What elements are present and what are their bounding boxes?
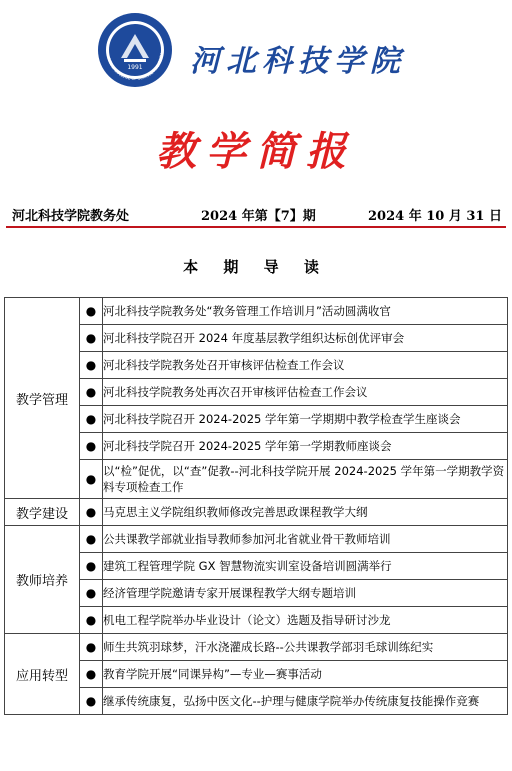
table-row bbox=[5, 352, 508, 379]
toc-item[interactable]: 马克思主义学院组织教师修改完善思政课程教学大纲 bbox=[103, 499, 508, 526]
table-row bbox=[5, 325, 508, 352]
bullet-icon: ● bbox=[80, 607, 103, 634]
school-name: 河北科技学院 bbox=[190, 44, 406, 79]
section-category: 教师培养 bbox=[5, 526, 80, 634]
department: 河北科技学院教务处 bbox=[12, 209, 130, 224]
toc-item[interactable]: 教育学院开展“同课异构”—专业—赛事活动 bbox=[103, 661, 508, 688]
toc-item[interactable]: 河北科技学院召开 2024-2025 学年第一学期教师座谈会 bbox=[103, 433, 508, 460]
logo-text: HEBEI COLLEGE OF SCIENCE AND TECH bbox=[106, 52, 165, 82]
issue-date: 2024 年 10 月 31 日 bbox=[368, 209, 502, 224]
table-row bbox=[5, 634, 508, 661]
table-row bbox=[5, 460, 508, 499]
divider bbox=[6, 226, 506, 228]
table-row bbox=[5, 298, 508, 325]
bullet-icon: ● bbox=[80, 379, 103, 406]
bullet-icon: ● bbox=[80, 661, 103, 688]
toc-item[interactable]: 河北科技学院召开 2024 年度基层教学组织达标创优评审会 bbox=[103, 325, 508, 352]
toc-item[interactable]: 建筑工程管理学院 GX 智慧物流实训室设备培训圆满举行 bbox=[103, 553, 508, 580]
issue-meta bbox=[6, 205, 506, 225]
toc-item[interactable]: 机电工程学院举办毕业设计（论文）选题及指导研讨沙龙 bbox=[103, 607, 508, 634]
table-row bbox=[5, 526, 508, 553]
table-row bbox=[5, 607, 508, 634]
toc-item[interactable]: 公共课教学部就业指导教师参加河北省就业骨干教师培训 bbox=[103, 526, 508, 553]
bullet-icon: ● bbox=[80, 325, 103, 352]
table-row bbox=[5, 433, 508, 460]
table-row bbox=[5, 379, 508, 406]
bullet-icon: ● bbox=[80, 298, 103, 325]
table-row bbox=[5, 406, 508, 433]
toc-item[interactable]: 继承传统康复，弘扬中医文化--护理与健康学院举办传统康复技能操作竞赛 bbox=[103, 688, 508, 715]
toc-item[interactable]: 经济管理学院邀请专家开展课程教学大纲专题培训 bbox=[103, 580, 508, 607]
toc-heading: 本 期 导 读 bbox=[183, 258, 329, 276]
bullet-icon: ● bbox=[80, 553, 103, 580]
bullet-icon: ● bbox=[80, 460, 103, 499]
bulletin-title: 教学简报 bbox=[156, 128, 356, 175]
bullet-icon: ● bbox=[80, 352, 103, 379]
bullet-icon: ● bbox=[80, 634, 103, 661]
bullet-icon: ● bbox=[80, 580, 103, 607]
table-row bbox=[5, 688, 508, 715]
toc-item[interactable]: 河北科技学院召开 2024-2025 学年第一学期期中教学检查学生座谈会 bbox=[103, 406, 508, 433]
bullet-icon: ● bbox=[80, 406, 103, 433]
toc-item[interactable]: 河北科技学院教务处召开审核评估检查工作会议 bbox=[103, 352, 508, 379]
table-of-contents bbox=[4, 297, 508, 715]
section-category: 教学管理 bbox=[5, 298, 80, 499]
table-row bbox=[5, 661, 508, 688]
bullet-icon: ● bbox=[80, 433, 103, 460]
table-row bbox=[5, 553, 508, 580]
toc-item[interactable]: 河北科技学院教务处再次召开审核评估检查工作会议 bbox=[103, 379, 508, 406]
section-category: 应用转型 bbox=[5, 634, 80, 715]
bullet-icon: ● bbox=[80, 688, 103, 715]
section-category: 教学建设 bbox=[5, 499, 80, 526]
issue-number: 2024 年第【7】期 bbox=[201, 209, 316, 224]
header bbox=[0, 0, 512, 100]
table-row bbox=[5, 499, 508, 526]
school-logo-icon bbox=[97, 12, 173, 88]
toc-item[interactable]: 师生共筑羽球梦，汗水浇灌成长路--公共课教学部羽毛球训练纪实 bbox=[103, 634, 508, 661]
bullet-icon: ● bbox=[80, 499, 103, 526]
bullet-icon: ● bbox=[80, 526, 103, 553]
svg-text:1991: 1991 bbox=[127, 64, 143, 71]
toc-item[interactable]: 以“检”促优，以“查”促教--河北科技学院开展 2024-2025 学年第一学期教学资料专项检查工作 bbox=[103, 460, 508, 499]
toc-item[interactable]: 河北科技学院教务处“教务管理工作培训月”活动圆满收官 bbox=[103, 298, 508, 325]
table-row bbox=[5, 580, 508, 607]
